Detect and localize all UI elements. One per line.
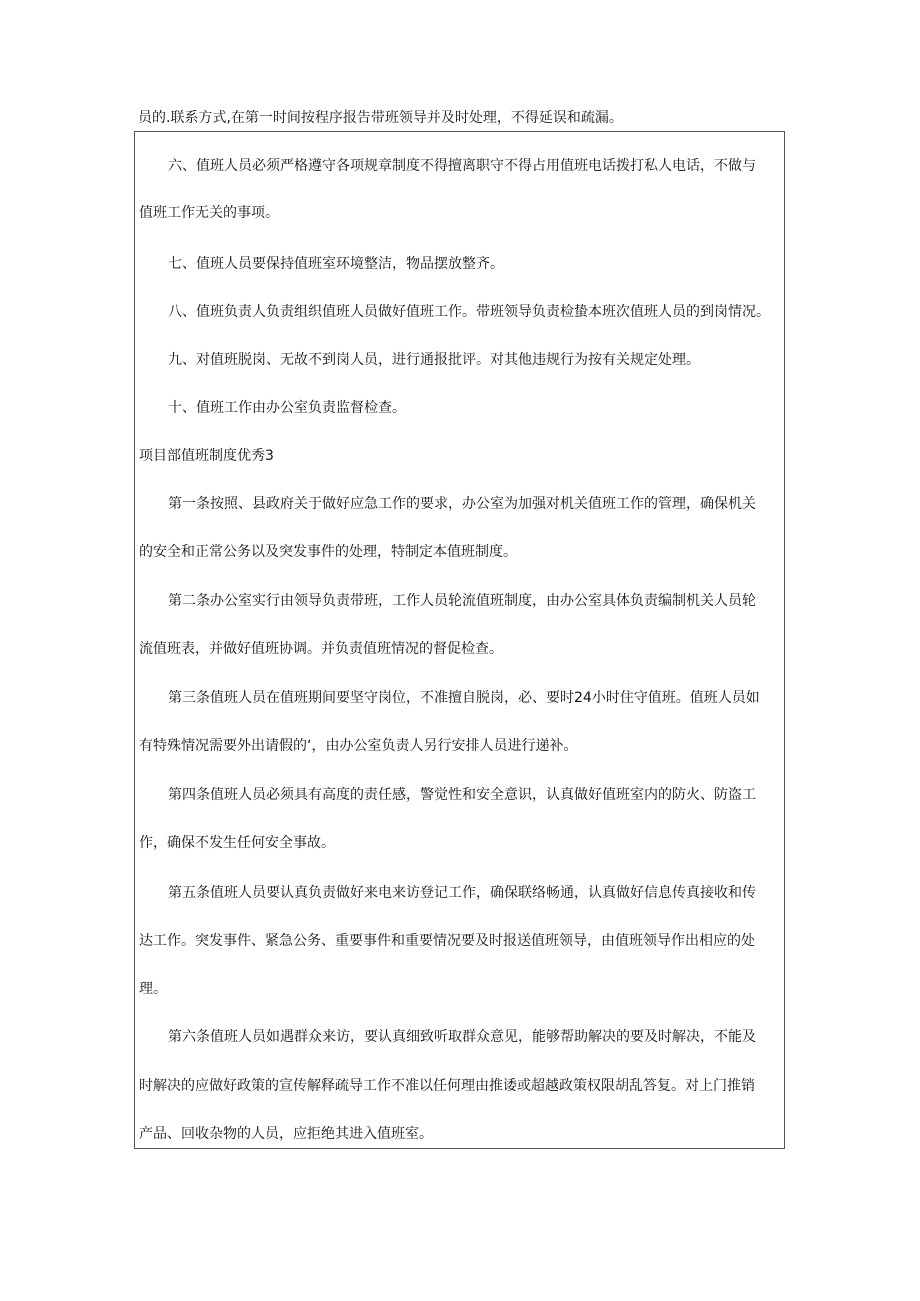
rule-6-line-2: 值班工作无关的事项。	[139, 205, 279, 221]
article-5-line-2: 达工作。突发事件、紧急公务、重要事件和重要情况要及时报送值班领导，由值班领导作出相应的处	[139, 933, 755, 949]
rule-6-line-1: 六、值班人员必须严格遵守各项规章制度不得擅离职守不得占用值班电话拨打私人电话，不做与	[168, 158, 756, 174]
article-4-line-1: 第四条值班人员必须具有高度的责任感，警觉性和安全意识，认真做好值班室内的防火、防盗工	[168, 787, 756, 803]
article-3-line-2: 有特殊情况需要外出请假的‘，由办公室负责人另行安排人员进行递补。	[139, 738, 578, 754]
continued-paragraph-line: 员的.联系方式,在第一时间按程序报告带班领导并及时处理，不得延误和疏漏。	[138, 110, 623, 126]
article-1-line-1: 第一条按照、县政府关于做好应急工作的要求，办公室为加强对机关值班工作的管理，确保机关	[168, 496, 756, 512]
article-6-line-1: 第六条值班人员如遇群众来访，要认真细致听取群众意见，能够帮助解决的要及时解决，不能及	[168, 1029, 756, 1045]
content-frame	[134, 131, 785, 1149]
article-3-line-1: 第三条值班人员在值班期间要坚守岗位，不准擅自脱岗，必、要时24小时住守值班。值班人员如	[168, 690, 760, 706]
section-title: 项目部值班制度优秀3	[139, 448, 274, 464]
rule-10: 十、值班工作由办公室负责监督检查。	[168, 400, 406, 416]
article-6-line-2: 时解决的应做好政策的宣传解释疏导工作不准以任何理由推诿或超越政策权限胡乱答复。对上门推销	[139, 1078, 755, 1094]
article-2-line-1: 第二条办公室实行由领导负责带班，工作人员轮流值班制度，由办公室具体负责编制机关人员轮	[168, 593, 756, 609]
article-2-line-2: 流值班表，并做好值班协调。并负责值班情况的督促检查。	[139, 641, 503, 657]
article-5-line-3: 理。	[139, 981, 167, 997]
rule-8: 八、值班负责人负责组织值班人员做好值班工作。带班领导负责检蛰本班次值班人员的到岗情况。	[168, 304, 770, 320]
article-4-line-2: 作，确保不发生任何安全事故。	[139, 835, 335, 851]
article-1-line-2: 的安全和正常公务以及突发事件的处理，特制定本值班制度。	[139, 544, 517, 560]
rule-7: 七、值班人员要保持值班室环境整洁，物品摆放整齐。	[168, 256, 504, 272]
article-5-line-1: 第五条值班人员要认真负责做好来电来访登记工作，确保联络畅通，认真做好信息传真接收和传	[168, 885, 756, 901]
article-6-line-3: 产品、回收杂物的人员，应拒绝其进入值班室。	[139, 1126, 433, 1142]
rule-9: 九、对值班脱岗、无故不到岗人员，进行通报批评。对其他违规行为按有关规定处理。	[168, 352, 700, 368]
